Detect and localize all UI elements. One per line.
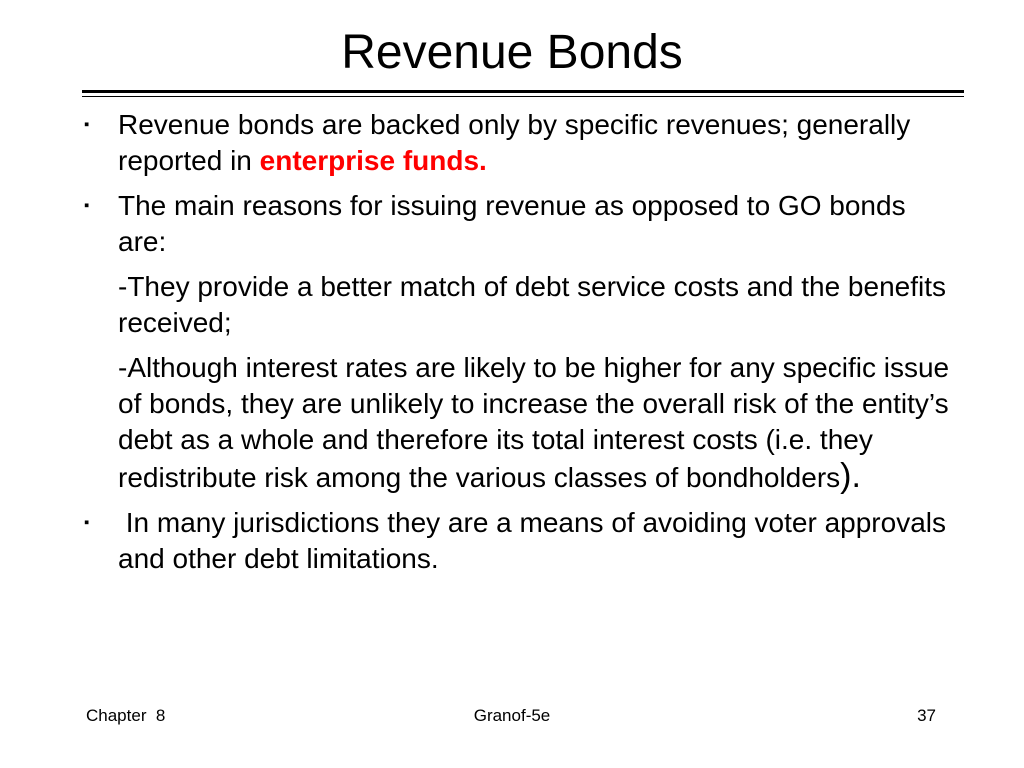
title-divider-thick xyxy=(82,90,964,93)
sub-point-closing: ). xyxy=(840,457,861,495)
bullet-item-main-reasons xyxy=(82,188,952,260)
slide-body xyxy=(82,107,952,586)
bullet-text xyxy=(118,107,952,179)
emphasis-text: enterprise funds xyxy=(259,145,480,176)
title-divider-thin xyxy=(82,96,964,97)
sub-point-interest-rates xyxy=(118,350,952,496)
bullet-text: In many jurisdictions they are a means of avoiding voter approvals and other debt limitations. xyxy=(118,507,954,574)
slide-title: Revenue Bonds xyxy=(341,26,683,79)
bullet-text: The main reasons for issuing revenue as opposed to GO bonds are: xyxy=(118,190,906,257)
sub-point-better-match: -They provide a better match of debt service costs and the benefits received; xyxy=(118,271,946,338)
sub-point-text: -Although interest rates are likely to be higher for any specific issue of bonds, they are unlikely to increase the overall risk of the entity’s debt as a whole and therefore its total interest costs (i.e. they redistribute risk among the various classes of bondholders xyxy=(118,352,950,493)
bullet-item-revenue-bonds xyxy=(82,107,952,179)
square-bullet-icon: ▪ xyxy=(84,514,90,531)
square-bullet-icon: ▪ xyxy=(84,197,90,214)
footer-page-number: 37 xyxy=(917,706,936,725)
footer-source: Granof-5e xyxy=(473,706,551,725)
footer-chapter: Chapter 8 xyxy=(86,706,166,725)
bullet-text-before: Revenue bonds are backed only by specific revenues; generally reported in xyxy=(118,109,911,176)
square-bullet-icon: ▪ xyxy=(84,116,90,133)
emphasis-period: . xyxy=(479,145,487,176)
bullet-item-jurisdictions xyxy=(82,505,952,577)
